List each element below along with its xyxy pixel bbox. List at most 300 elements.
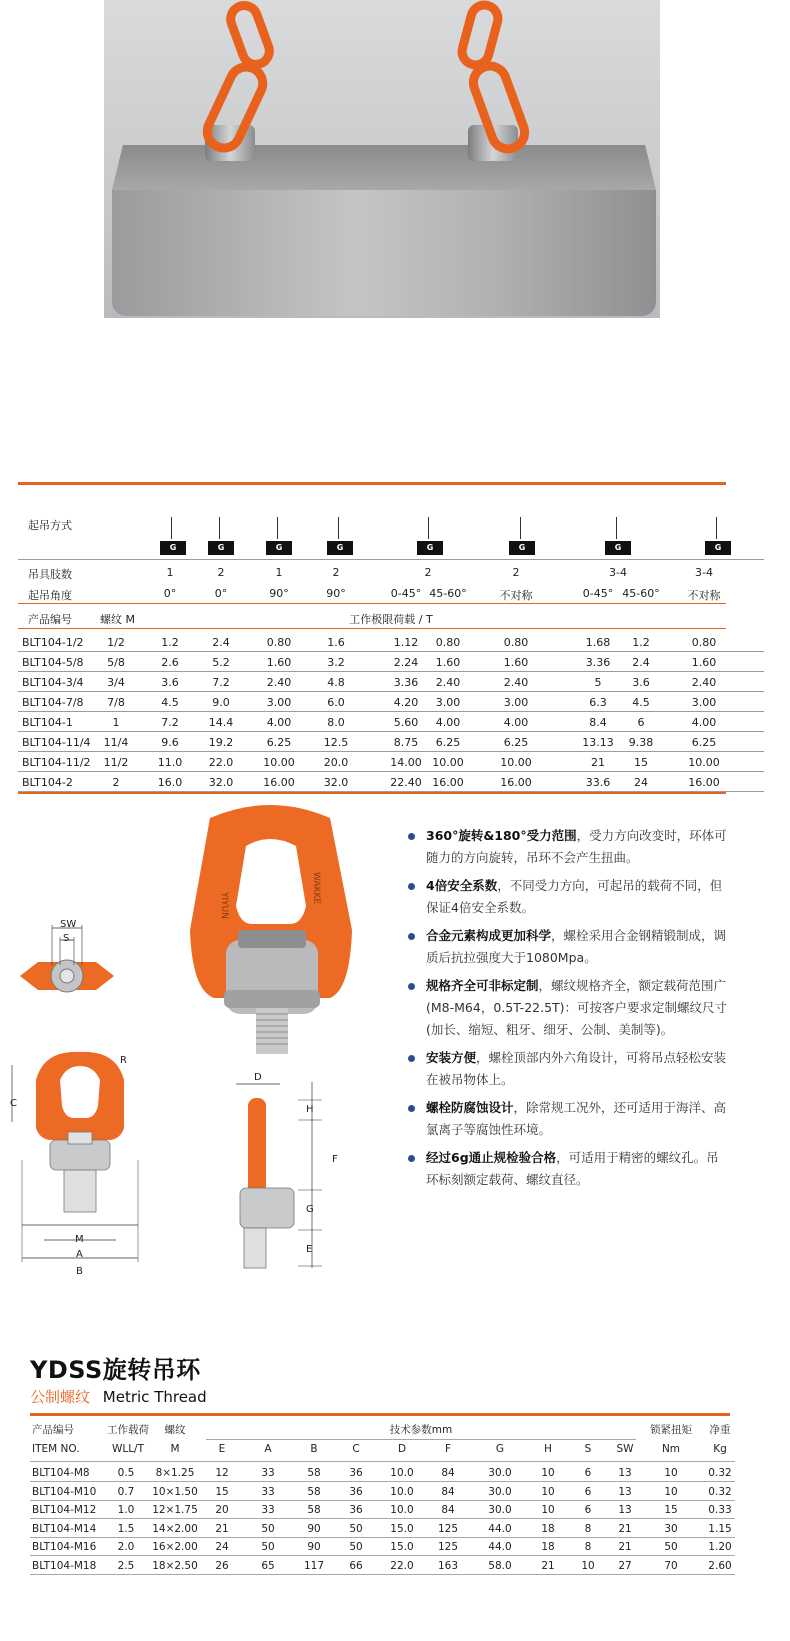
dim-column-header: H [544, 1443, 552, 1455]
lifting-method-symbol [414, 517, 446, 555]
spec-value-cell: 6 [584, 1504, 592, 1516]
spec-value-cell: 36 [349, 1504, 363, 1516]
load-value-cell: 1.2 [161, 636, 179, 649]
load-value-cell: 10.00 [500, 756, 532, 769]
angle-cell: 0-45° [390, 587, 422, 600]
dim-a: A [76, 1249, 83, 1260]
feature-title: 安装方便 [426, 1050, 477, 1065]
load-value-cell: 7.2 [161, 716, 179, 729]
subtitle-en: Metric Thread [102, 1388, 207, 1406]
swivel-ring-render [190, 805, 352, 1054]
legs-cell: 1 [275, 566, 283, 579]
load-value-cell: 14.00 [390, 756, 422, 769]
item-no-cell: BLT104-M8 [32, 1467, 90, 1479]
spec-value-cell: 10 [541, 1504, 555, 1516]
dim-b: B [76, 1266, 83, 1277]
spec-value-cell: 50 [349, 1522, 363, 1535]
load-value-cell: 24 [634, 776, 648, 789]
spec-value-cell: 0.5 [117, 1467, 135, 1479]
row-divider [30, 1555, 735, 1556]
spec-value-cell: 50 [261, 1522, 275, 1535]
row-divider [18, 691, 764, 692]
sling-line-icon [277, 517, 281, 539]
load-value-cell: 32.0 [208, 776, 234, 789]
load-value-cell: 16.00 [263, 776, 295, 789]
method-row [18, 517, 764, 557]
spec-value-cell: 36 [349, 1485, 363, 1498]
load-value-cell: 2.4 [212, 636, 230, 649]
spec-value-cell: 90 [307, 1541, 321, 1553]
spec-value-cell: 70 [664, 1559, 678, 1572]
row-divider [30, 1500, 735, 1501]
wll-header: 工作极限荷载 / T [349, 613, 433, 626]
section-subtitle [30, 1386, 207, 1407]
spec-value-cell: 27 [618, 1559, 632, 1572]
spec-value-cell: 58.0 [488, 1559, 512, 1572]
feature-item [408, 875, 728, 919]
load-value-cell: 32.0 [323, 776, 349, 789]
dim-m: M [75, 1234, 84, 1245]
product-code-cell: BLT104-3/4 [22, 676, 84, 689]
spec-value-cell: 33 [261, 1485, 275, 1498]
load-value-cell: 9.38 [628, 736, 654, 749]
feature-text: ，受力方向改变时，环体可随力的方向旋转，吊环不会产生扭曲。 [426, 828, 727, 865]
load-value-cell: 1.60 [435, 656, 461, 669]
feature-list [408, 825, 728, 1197]
dim-column-header: S [584, 1443, 592, 1455]
thread-cell: 7/8 [107, 696, 125, 709]
load-value-cell: 10.00 [263, 756, 295, 769]
item-no-cell: BLT104-M18 [32, 1559, 97, 1572]
lifting-method-symbol [157, 517, 189, 555]
engraving-right: WAKKE [311, 872, 321, 905]
legs-cell: 2 [512, 566, 520, 579]
load-value-cell: 9.0 [212, 696, 230, 709]
spec-value-cell: 26 [215, 1559, 229, 1572]
spec-value-cell: 16×2.00 [152, 1541, 198, 1553]
legs-cell: 1 [166, 566, 174, 579]
thread-header-cn: 螺纹 [164, 1424, 186, 1436]
spec-value-cell: 10 [664, 1467, 678, 1479]
spec-value-cell: 21 [618, 1541, 632, 1553]
section-rule [18, 482, 726, 485]
table-bottom-rule [18, 792, 726, 794]
spec-value-cell: 8 [584, 1522, 592, 1535]
load-value-cell: 3.6 [161, 676, 179, 689]
product-code-header: 产品编号 [28, 613, 72, 626]
product-code-cell: BLT104-7/8 [22, 696, 84, 709]
spec-value-cell: 15 [664, 1504, 678, 1516]
code-header-en: ITEM NO. [32, 1443, 80, 1455]
spec-value-cell: 21 [541, 1559, 555, 1572]
feature-title: 合金元素构成更加科学 [426, 928, 552, 943]
spec-value-cell: 24 [215, 1541, 229, 1553]
legs-cell: 3-4 [609, 566, 627, 579]
load-block-icon: G [705, 541, 731, 555]
row-divider [30, 1518, 735, 1519]
load-value-cell: 5.60 [393, 716, 419, 729]
legs-cell: 2 [217, 566, 225, 579]
spec-value-cell: 10.0 [390, 1485, 414, 1498]
load-value-cell: 4.00 [691, 716, 717, 729]
load-value-cell: 1.2 [632, 636, 650, 649]
load-block-icon: G [266, 541, 292, 555]
lifting-method-symbol [702, 517, 734, 555]
load-block-icon: G [160, 541, 186, 555]
load-value-cell: 3.6 [632, 676, 650, 689]
load-value-cell: 6.0 [327, 696, 345, 709]
load-value-cell: 16.00 [688, 776, 720, 789]
load-value-cell: 3.36 [585, 656, 611, 669]
tech-divider [206, 1439, 636, 1440]
load-value-cell: 21 [591, 756, 605, 769]
feature-item [408, 1047, 728, 1091]
feature-item [408, 1147, 728, 1191]
row-divider [30, 1537, 735, 1538]
load-value-cell: 7.2 [212, 676, 230, 689]
load-value-cell: 16.00 [500, 776, 532, 789]
sling-line-icon [219, 517, 223, 539]
dim-e: E [306, 1244, 313, 1255]
spec-value-cell: 18×2.50 [152, 1559, 198, 1572]
row-divider [18, 751, 764, 752]
engraving-left: YIYUN [219, 892, 229, 919]
spec-value-cell: 30.0 [488, 1504, 512, 1516]
thread-header-en: M [170, 1443, 180, 1455]
load-value-cell: 20.0 [323, 756, 349, 769]
feature-title: 螺栓防腐蚀设计 [426, 1100, 514, 1115]
product-code-cell: BLT104-11/2 [22, 756, 91, 769]
feature-item [408, 1097, 728, 1141]
feature-item [408, 825, 728, 869]
sling-line-icon [520, 517, 524, 539]
spec-value-cell: 21 [618, 1522, 632, 1535]
angle-cell: 不对称 [499, 589, 533, 602]
subtitle-cn: 公制螺纹 [30, 1388, 91, 1406]
load-value-cell: 8.4 [589, 716, 607, 729]
angle-cell: 0° [214, 587, 228, 600]
thread-cell: 2 [112, 776, 120, 789]
section2-rule [30, 1413, 730, 1416]
spec-value-cell: 50 [349, 1541, 363, 1553]
load-value-cell: 4.20 [393, 696, 419, 709]
load-value-cell: 2.24 [393, 656, 419, 669]
sling-line-icon [716, 517, 720, 539]
feature-text: ，螺栓顶部内外六角设计，可将吊点轻松安装在被吊物体上。 [426, 1050, 727, 1087]
sling-line-icon [616, 517, 620, 539]
dim-column-header: D [397, 1443, 407, 1455]
lifting-method-symbol [263, 517, 295, 555]
product-code-cell: BLT104-11/4 [22, 736, 91, 749]
load-value-cell: 1.68 [585, 636, 611, 649]
spec-value-cell: 44.0 [488, 1541, 512, 1553]
torque-header-cn: 锁紧扭矩 [650, 1424, 692, 1436]
row-divider [30, 1574, 735, 1575]
angle-label: 起吊角度 [28, 589, 72, 602]
load-value-cell: 10.00 [432, 756, 464, 769]
thread-cell: 3/4 [107, 676, 125, 689]
spec-value-cell: 21 [215, 1522, 229, 1535]
load-value-cell: 1.60 [266, 656, 292, 669]
angle-cell: 不对称 [687, 589, 721, 602]
feature-title: 规格齐全可非标定制 [426, 978, 539, 993]
spec-value-cell: 50 [261, 1541, 275, 1553]
spec-value-cell: 33 [261, 1467, 275, 1479]
load-value-cell: 19.2 [208, 736, 234, 749]
load-value-cell: 0.80 [503, 636, 529, 649]
spec-value-cell: 10 [664, 1485, 678, 1498]
spec-value-cell: 6 [584, 1467, 592, 1479]
section-title: YDSS旋转吊环 [30, 1356, 201, 1384]
wll-header-en: WLL/T [111, 1443, 145, 1455]
lifting-method-symbol [205, 517, 237, 555]
thread-cell: 1 [112, 716, 120, 729]
load-value-cell: 22.0 [208, 756, 234, 769]
row-divider [18, 651, 764, 652]
product-code-cell: BLT104-1 [22, 716, 73, 729]
load-value-cell: 6.25 [435, 736, 461, 749]
feature-title: 4倍安全系数 [426, 878, 498, 893]
spec-value-cell: 18 [541, 1541, 555, 1553]
spec-value-cell: 36 [349, 1467, 363, 1479]
load-value-cell: 3.00 [435, 696, 461, 709]
load-value-cell: 6.25 [266, 736, 292, 749]
spec-value-cell: 0.33 [708, 1504, 732, 1516]
spec-value-cell: 84 [441, 1485, 455, 1498]
feature-item [408, 975, 728, 1041]
spec-value-cell: 14×2.00 [152, 1522, 198, 1535]
dim-column-header: C [352, 1443, 360, 1455]
load-value-cell: 8.75 [393, 736, 419, 749]
angle-cell: 0° [163, 587, 177, 600]
spec-value-cell: 10×1.50 [152, 1485, 198, 1498]
load-value-cell: 22.40 [390, 776, 422, 789]
row-divider [30, 1481, 735, 1482]
spec-value-cell: 13 [618, 1467, 632, 1479]
load-value-cell: 10.00 [688, 756, 720, 769]
spec-value-cell: 6 [584, 1485, 592, 1498]
load-value-cell: 4.5 [161, 696, 179, 709]
lifting-method-symbol [602, 517, 634, 555]
spec-value-cell: 1.0 [117, 1504, 135, 1516]
load-value-cell: 2.4 [632, 656, 650, 669]
spec-value-cell: 30.0 [488, 1485, 512, 1498]
front-view-drawing [12, 1052, 138, 1262]
dim-s: S [63, 933, 70, 944]
angle-cell: 90° [326, 587, 346, 600]
feature-item [408, 925, 728, 969]
spec-value-cell: 0.7 [117, 1485, 135, 1498]
spec-value-cell: 163 [437, 1559, 459, 1572]
row-divider [18, 671, 764, 672]
product-code-cell: BLT104-1/2 [22, 636, 84, 649]
legs-cell: 3-4 [695, 566, 713, 579]
product-code-cell: BLT104-5/8 [22, 656, 84, 669]
load-value-cell: 2.40 [691, 676, 717, 689]
spec-value-cell: 10.0 [390, 1467, 414, 1479]
legs-cell: 2 [424, 566, 432, 579]
spec-value-cell: 44.0 [488, 1522, 512, 1535]
thread-cell: 5/8 [107, 656, 125, 669]
product-drawings-svg [0, 800, 400, 1290]
load-value-cell: 0.80 [435, 636, 461, 649]
dim-h: H [306, 1104, 314, 1115]
load-block-icon: G [208, 541, 234, 555]
load-value-cell: 2.40 [266, 676, 292, 689]
spec-value-cell: 90 [307, 1522, 321, 1535]
load-value-cell: 0.80 [691, 636, 717, 649]
method-label: 起吊方式 [28, 519, 72, 532]
spec-value-cell: 2.0 [117, 1541, 135, 1553]
load-block-icon: G [327, 541, 353, 555]
header-rule-2 [18, 628, 726, 629]
load-value-cell: 14.4 [208, 716, 234, 729]
load-value-cell: 16.00 [432, 776, 464, 789]
feature-title: 360°旋转&180°受力范围 [426, 828, 577, 843]
spec-value-cell: 50 [664, 1541, 678, 1553]
lifting-method-symbol [324, 517, 356, 555]
spec-value-cell: 10 [541, 1467, 555, 1479]
dim-f: F [332, 1154, 338, 1165]
load-value-cell: 4.00 [435, 716, 461, 729]
dim-column-header: F [444, 1443, 452, 1455]
spec-header-divider [30, 1461, 735, 1462]
dim-g: G [306, 1204, 314, 1215]
load-value-cell: 4.00 [503, 716, 529, 729]
spec-value-cell: 1.20 [708, 1541, 732, 1553]
tech-header: 技术参数mm [389, 1424, 453, 1436]
row-divider [18, 711, 764, 712]
weight-header-cn: 净重 [709, 1424, 731, 1436]
spec-value-cell: 8×1.25 [155, 1467, 195, 1479]
spec-value-cell: 13 [618, 1504, 632, 1516]
dim-r: R [120, 1055, 127, 1066]
spec-value-cell: 125 [437, 1541, 459, 1553]
item-no-cell: BLT104-M12 [32, 1504, 97, 1516]
dim-column-header: A [264, 1443, 272, 1455]
row-divider [18, 731, 764, 732]
code-header-cn: 产品编号 [32, 1424, 74, 1436]
item-no-cell: BLT104-M16 [32, 1541, 97, 1553]
spec-value-cell: 22.0 [390, 1559, 414, 1572]
feature-text: ，可适用于精密的螺纹孔。吊环标刻额定载荷、螺纹直径。 [426, 1150, 719, 1187]
angle-cell: 45-60° [622, 587, 660, 600]
spec-value-cell: 20 [215, 1504, 229, 1516]
spec-value-cell: 125 [437, 1522, 459, 1535]
spec-value-cell: 84 [441, 1504, 455, 1516]
load-value-cell: 1.60 [691, 656, 717, 669]
torque-header-en: Nm [661, 1443, 681, 1455]
load-value-cell: 33.6 [585, 776, 611, 789]
load-value-cell: 3.2 [327, 656, 345, 669]
spec-value-cell: 10.0 [390, 1504, 414, 1516]
spec-value-cell: 58 [307, 1504, 321, 1516]
wll-header-cn: 工作载荷 [107, 1424, 149, 1436]
load-value-cell: 4.00 [266, 716, 292, 729]
load-value-cell: 1.6 [327, 636, 345, 649]
feature-text: ，螺纹规格齐全，额定载荷范围广(M8-M64，0.5T-22.5T)：可按客户要求定制螺纹尺寸(加长、缩短、粗牙、细牙、公制、美制等)。 [426, 978, 728, 1037]
load-value-cell: 11.0 [157, 756, 183, 769]
load-block-icon: G [417, 541, 443, 555]
load-value-cell: 6 [637, 716, 645, 729]
thread-cell: 11/4 [103, 736, 129, 749]
load-value-cell: 2.40 [435, 676, 461, 689]
load-value-cell: 3.00 [266, 696, 292, 709]
load-value-cell: 6.25 [691, 736, 717, 749]
load-block-icon: G [509, 541, 535, 555]
load-value-cell: 13.13 [582, 736, 614, 749]
spec-value-cell: 15 [215, 1485, 229, 1498]
item-no-cell: BLT104-M10 [32, 1485, 97, 1498]
load-value-cell: 1.12 [393, 636, 419, 649]
product-code-cell: BLT104-2 [22, 776, 73, 789]
load-value-cell: 5 [594, 676, 602, 689]
load-value-cell: 1.60 [503, 656, 529, 669]
spec-value-cell: 65 [261, 1559, 275, 1572]
spec-value-cell: 58 [307, 1485, 321, 1498]
spec-value-cell: 15.0 [390, 1522, 414, 1535]
header-rule [18, 603, 726, 604]
spec-value-cell: 10 [581, 1559, 595, 1572]
load-value-cell: 6.3 [589, 696, 607, 709]
spec-value-cell: 0.32 [708, 1467, 732, 1479]
spec-value-cell: 12 [215, 1467, 229, 1479]
spec-value-cell: 12×1.75 [152, 1504, 198, 1516]
spec-value-cell: 0.32 [708, 1485, 732, 1498]
spec-value-cell: 15.0 [390, 1541, 414, 1553]
feature-text: ，除常规工况外，还可适用于海洋、高氯离子等腐蚀性环境。 [426, 1100, 727, 1137]
load-value-cell: 8.0 [327, 716, 345, 729]
load-value-cell: 16.0 [157, 776, 183, 789]
load-value-cell: 4.8 [327, 676, 345, 689]
spec-value-cell: 1.15 [708, 1522, 732, 1535]
feature-title: 经过6g通止规检验合格 [426, 1150, 557, 1165]
feature-text: ，螺栓采用合金钢精锻制成，调质后抗拉强度大于1080Mpa。 [426, 928, 727, 965]
spec-value-cell: 18 [541, 1522, 555, 1535]
sling-line-icon [171, 517, 175, 539]
spec-value-cell: 84 [441, 1467, 455, 1479]
row-divider [18, 771, 764, 772]
spec-value-cell: 13 [618, 1485, 632, 1498]
spec-value-cell: 2.60 [708, 1559, 732, 1572]
sling-line-icon [428, 517, 432, 539]
divider [18, 559, 764, 560]
spec-value-cell: 10 [541, 1485, 555, 1498]
lifting-method-symbol [506, 517, 538, 555]
angle-cell: 0-45° [582, 587, 614, 600]
sling-line-icon [338, 517, 342, 539]
spec-value-cell: 30 [664, 1522, 678, 1535]
spec-value-cell: 117 [303, 1559, 325, 1572]
dim-column-header: B [310, 1443, 318, 1455]
thread-cell: 1/2 [107, 636, 125, 649]
spec-value-cell: 58 [307, 1467, 321, 1479]
spec-value-cell: 33 [261, 1504, 275, 1516]
spec-value-cell: 1.5 [117, 1522, 135, 1535]
feature-text: ，不同受力方向，可起吊的载荷不同，但保证4倍安全系数。 [426, 878, 723, 915]
dim-column-header: E [218, 1443, 226, 1455]
load-value-cell: 12.5 [323, 736, 349, 749]
thread-header: 螺纹 M [100, 613, 135, 626]
dim-column-header: SW [616, 1443, 634, 1455]
load-value-cell: 6.25 [503, 736, 529, 749]
load-value-cell: 5.2 [212, 656, 230, 669]
angle-cell: 45-60° [429, 587, 467, 600]
steel-block-top [112, 145, 656, 190]
hero-photo [0, 0, 790, 330]
load-block-icon: G [605, 541, 631, 555]
spec-value-cell: 66 [349, 1559, 363, 1572]
